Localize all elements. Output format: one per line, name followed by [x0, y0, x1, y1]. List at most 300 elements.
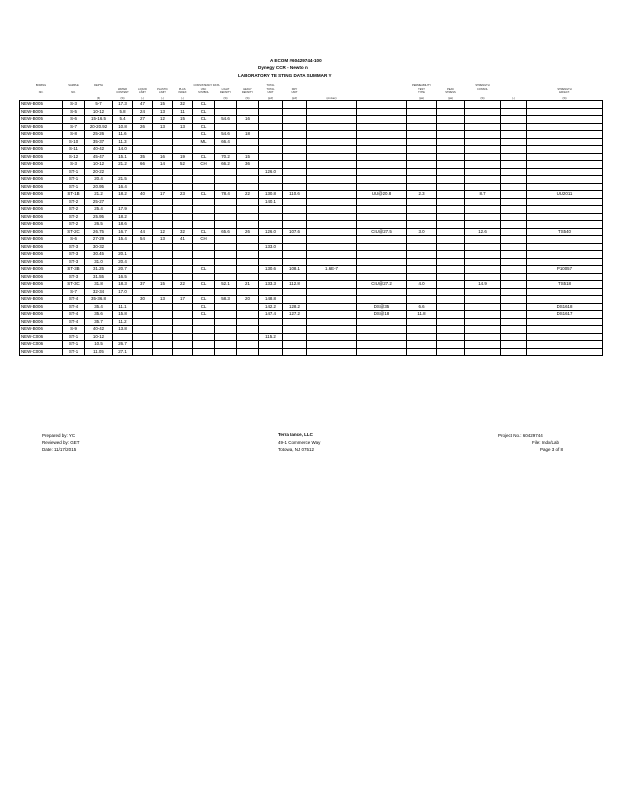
- table-cell: [215, 303, 237, 311]
- table-cell: [527, 273, 603, 281]
- table-cell: [283, 341, 307, 349]
- table-cell: [153, 176, 173, 184]
- table-cell: [133, 318, 153, 326]
- table-cell: [153, 273, 173, 281]
- table-cell: [527, 251, 603, 259]
- table-cell: [501, 341, 527, 349]
- table-cell: [307, 123, 357, 131]
- table-cell: 17.3: [113, 101, 133, 109]
- table-cell: ST-1: [63, 176, 85, 184]
- table-cell: NEW-B006: [20, 206, 63, 214]
- table-cell: [501, 296, 527, 304]
- table-cell: 126.0: [259, 228, 283, 236]
- table-cell: 32: [173, 228, 193, 236]
- table-cell: 41: [173, 236, 193, 244]
- table-cell: [407, 266, 437, 274]
- table-cell: [407, 251, 437, 259]
- table-cell: S-10: [63, 138, 85, 146]
- table-cell: [283, 101, 307, 109]
- table-cell: [437, 296, 465, 304]
- table-cell: NEW-B005: [20, 101, 63, 109]
- table-cell: [407, 296, 437, 304]
- table-cell: [193, 183, 215, 191]
- table-cell: [437, 108, 465, 116]
- table-cell: [527, 296, 603, 304]
- header-cell: STRENGTH: [475, 84, 490, 88]
- table-cell: [283, 176, 307, 184]
- table-cell: CL: [193, 281, 215, 289]
- table-cell: [283, 243, 307, 251]
- table-cell: 35.7: [85, 318, 113, 326]
- table-cell: 127.2: [283, 311, 307, 319]
- table-cell: [153, 258, 173, 266]
- table-cell: UU@20.8: [357, 191, 407, 199]
- table-row: [20, 258, 603, 266]
- table-cell: [193, 243, 215, 251]
- table-cell: [465, 251, 501, 259]
- table-row: [20, 273, 603, 281]
- table-cell: [407, 198, 437, 206]
- table-cell: [407, 273, 437, 281]
- header-cell: (-): [141, 96, 144, 100]
- table-cell: CIU@27.5: [357, 228, 407, 236]
- table-cell: NEW-B006: [20, 161, 63, 169]
- table-cell: [357, 131, 407, 139]
- table-cell: [501, 116, 527, 124]
- table-cell: [501, 258, 527, 266]
- header-cell: TYPE: [418, 91, 425, 95]
- table-cell: 37: [133, 281, 153, 289]
- table-cell: 35: [133, 153, 153, 161]
- table-cell: [501, 243, 527, 251]
- table-cell: [237, 101, 259, 109]
- table-cell: [307, 311, 357, 319]
- table-cell: [237, 311, 259, 319]
- table-cell: 15: [237, 153, 259, 161]
- table-cell: [153, 266, 173, 274]
- table-cell: 16.7: [113, 228, 133, 236]
- table-row: [20, 251, 603, 259]
- table-cell: [215, 341, 237, 349]
- table-cell: [283, 131, 307, 139]
- table-cell: 15: [173, 116, 193, 124]
- table-cell: [465, 348, 501, 356]
- table-cell: [501, 236, 527, 244]
- table-cell: S-7: [63, 123, 85, 131]
- table-cell: [527, 198, 603, 206]
- table-cell: CL: [193, 266, 215, 274]
- table-cell: [437, 258, 465, 266]
- table-cell: [237, 236, 259, 244]
- table-cell: 126.0: [259, 168, 283, 176]
- table-cell: 5.8: [113, 108, 133, 116]
- table-cell: 18.3: [113, 281, 133, 289]
- table-cell: [307, 273, 357, 281]
- table-cell: [501, 213, 527, 221]
- table-cell: 12: [153, 116, 173, 124]
- table-cell: [465, 206, 501, 214]
- project-number: Project No.: 60429744: [498, 433, 543, 438]
- table-cell: [283, 198, 307, 206]
- table-cell: [283, 108, 307, 116]
- table-cell: [501, 146, 527, 154]
- table-cell: [437, 176, 465, 184]
- table-cell: [193, 258, 215, 266]
- table-cell: 36: [237, 161, 259, 169]
- table-cell: [113, 168, 133, 176]
- table-cell: 11.8: [407, 311, 437, 319]
- table-cell: 10.8: [113, 123, 133, 131]
- table-cell: [173, 198, 193, 206]
- table-cell: [113, 198, 133, 206]
- table-cell: [501, 131, 527, 139]
- table-cell: [437, 123, 465, 131]
- table-cell: ST-3C: [63, 281, 85, 289]
- table-cell: 6.6: [407, 303, 437, 311]
- table-cell: [407, 341, 437, 349]
- table-cell: [437, 311, 465, 319]
- table-cell: [283, 288, 307, 296]
- table-body: [20, 84, 603, 356]
- table-cell: 25-27: [85, 198, 113, 206]
- table-cell: [153, 183, 173, 191]
- table-cell: 21.5: [113, 176, 133, 184]
- table-cell: NEW-B006: [20, 258, 63, 266]
- table-cell: [465, 101, 501, 109]
- table-cell: [133, 138, 153, 146]
- table-cell: [259, 341, 283, 349]
- header-cell: (psi): [447, 96, 454, 100]
- table-cell: CL: [193, 311, 215, 319]
- table-cell: [283, 206, 307, 214]
- table-cell: [215, 288, 237, 296]
- table-cell: 66.4: [215, 138, 237, 146]
- table-cell: [259, 161, 283, 169]
- table-cell: CL: [193, 116, 215, 124]
- table-cell: S-5: [63, 108, 85, 116]
- table-cell: [307, 221, 357, 229]
- table-cell: ST-1B: [63, 191, 85, 199]
- table-cell: [527, 183, 603, 191]
- table-cell: [307, 213, 357, 221]
- table-cell: [215, 101, 237, 109]
- table-cell: 4.0: [407, 281, 437, 289]
- table-cell: 11.05: [85, 348, 113, 356]
- table-cell: NEW-B006: [20, 281, 63, 289]
- header-cell: (%): [223, 96, 228, 100]
- table-cell: [215, 123, 237, 131]
- table-cell: [357, 116, 407, 124]
- table-cell: [133, 146, 153, 154]
- table-cell: NEW-C006: [20, 348, 63, 356]
- table-cell: NEW-C006: [20, 333, 63, 341]
- table-cell: [173, 348, 193, 356]
- table-cell: 40-42: [85, 326, 113, 334]
- table-cell: [437, 228, 465, 236]
- table-cell: [193, 198, 215, 206]
- table-cell: 20.1: [113, 251, 133, 259]
- reviewed-by: Reviewed by: GET: [42, 440, 80, 445]
- table-cell: 110.6: [283, 191, 307, 199]
- table-cell: [307, 183, 357, 191]
- table-cell: [237, 348, 259, 356]
- table-cell: ST-3: [63, 258, 85, 266]
- table-cell: [133, 288, 153, 296]
- table-cell: 15: [153, 281, 173, 289]
- table-cell: [259, 176, 283, 184]
- table-cell: ST-4: [63, 311, 85, 319]
- table-cell: [357, 236, 407, 244]
- table-cell: [283, 318, 307, 326]
- table-cell: NEW-B005: [20, 138, 63, 146]
- table-cell: [259, 318, 283, 326]
- table-cell: [307, 228, 357, 236]
- table-cell: [357, 333, 407, 341]
- table-cell: [259, 101, 283, 109]
- header-cell: EFFECT.: [559, 91, 570, 95]
- table-cell: [465, 258, 501, 266]
- table-cell: 47: [133, 101, 153, 109]
- table-cell: [237, 138, 259, 146]
- table-cell: [259, 213, 283, 221]
- table-cell: [237, 198, 259, 206]
- table-cell: NEW-B006: [20, 176, 63, 184]
- table-cell: [527, 348, 603, 356]
- table-cell: 112.8: [283, 281, 307, 289]
- table-cell: [527, 236, 603, 244]
- table-cell: [465, 213, 501, 221]
- header-cell: (%): [562, 96, 567, 100]
- table-cell: [437, 116, 465, 124]
- header-cell: PEAK: [447, 87, 454, 91]
- table-cell: [259, 326, 283, 334]
- table-cell: S-11: [63, 146, 85, 154]
- table-cell: NEW-B006: [20, 318, 63, 326]
- header-cell: (ft): [96, 96, 101, 100]
- table-cell: NEW-B005: [20, 116, 63, 124]
- table-cell: [215, 318, 237, 326]
- table-cell: P10057: [527, 266, 603, 274]
- table-cell: [173, 311, 193, 319]
- table-cell: [283, 348, 307, 356]
- table-cell: 10-12: [85, 333, 113, 341]
- table-cell: [133, 243, 153, 251]
- table-cell: 21: [237, 281, 259, 289]
- table-cell: ST-3: [63, 251, 85, 259]
- table-cell: [283, 168, 307, 176]
- table-cell: [407, 206, 437, 214]
- table-cell: [357, 101, 407, 109]
- table-cell: [237, 266, 259, 274]
- table-cell: [133, 258, 153, 266]
- table-cell: [501, 138, 527, 146]
- table-cell: CL: [193, 108, 215, 116]
- table-cell: 18.2: [113, 213, 133, 221]
- table-cell: [307, 138, 357, 146]
- table-cell: [259, 131, 283, 139]
- table-cell: [193, 326, 215, 334]
- table-cell: [501, 228, 527, 236]
- table-cell: [237, 288, 259, 296]
- table-cell: [501, 221, 527, 229]
- table-cell: [237, 333, 259, 341]
- table-cell: [437, 341, 465, 349]
- table-cell: 27: [133, 116, 153, 124]
- header-cell: (-): [181, 96, 184, 100]
- table-cell: [173, 251, 193, 259]
- table-cell: [237, 108, 259, 116]
- table-cell: [437, 168, 465, 176]
- table-cell: [113, 243, 133, 251]
- table-cell: [357, 138, 407, 146]
- table-cell: 20.7: [113, 266, 133, 274]
- table-row: [20, 131, 603, 139]
- table-cell: [133, 348, 153, 356]
- table-cell: [465, 153, 501, 161]
- table-row: [20, 213, 603, 221]
- table-cell: CL: [193, 303, 215, 311]
- table-row: [20, 116, 603, 124]
- table-cell: [173, 213, 193, 221]
- table-cell: NEW-B005: [20, 153, 63, 161]
- table-cell: [357, 296, 407, 304]
- table-cell: [501, 251, 527, 259]
- table-cell: [407, 258, 437, 266]
- table-cell: NEW-B006: [20, 228, 63, 236]
- table-row: [20, 146, 603, 154]
- table-cell: S-3: [63, 101, 85, 109]
- table-cell: [307, 243, 357, 251]
- table-cell: 13: [153, 296, 173, 304]
- table-cell: [259, 288, 283, 296]
- table-cell: [173, 341, 193, 349]
- table-cell: [465, 311, 501, 319]
- table-cell: S-3: [63, 161, 85, 169]
- table-cell: [501, 153, 527, 161]
- title-line-2: Dynegy CCR - Newto n: [258, 65, 308, 70]
- table-cell: [193, 341, 215, 349]
- table-cell: 20: [237, 296, 259, 304]
- table-cell: [307, 251, 357, 259]
- table-cell: 128.2: [283, 303, 307, 311]
- table-cell: [357, 183, 407, 191]
- header-cell: PLAS.: [178, 87, 187, 91]
- table-cell: CIU@27.2: [357, 281, 407, 289]
- table-cell: [215, 311, 237, 319]
- table-cell: [501, 101, 527, 109]
- table-row: [20, 333, 603, 341]
- table-cell: 45-47: [85, 153, 113, 161]
- table-cell: [307, 303, 357, 311]
- table-cell: NEW-B006: [20, 311, 63, 319]
- header-cell: (%): [480, 96, 485, 100]
- table-cell: CL: [193, 296, 215, 304]
- header-cell: DENSITY: [241, 91, 254, 95]
- table-cell: [259, 273, 283, 281]
- table-cell: CL: [193, 101, 215, 109]
- table-cell: [465, 116, 501, 124]
- table-cell: [357, 153, 407, 161]
- table-cell: [437, 266, 465, 274]
- header-cell: CONTENT: [116, 91, 129, 95]
- table-cell: [237, 206, 259, 214]
- table-cell: [501, 168, 527, 176]
- header-cell: STRENGTH: [557, 87, 572, 91]
- table-cell: [357, 273, 407, 281]
- table-cell: NEW-B005: [20, 123, 63, 131]
- table-cell: S-7: [63, 288, 85, 296]
- table-cell: [407, 146, 437, 154]
- table-cell: [501, 288, 527, 296]
- table-cell: [215, 236, 237, 244]
- table-cell: [437, 348, 465, 356]
- table-cell: [465, 288, 501, 296]
- table-cell: [193, 333, 215, 341]
- table-cell: [357, 168, 407, 176]
- table-cell: [307, 296, 357, 304]
- table-cell: [527, 123, 603, 131]
- table-cell: [465, 138, 501, 146]
- table-cell: DS@18: [357, 311, 407, 319]
- table-cell: [153, 333, 173, 341]
- table-cell: [307, 326, 357, 334]
- company-name: Terra Iance, LLC: [278, 432, 313, 437]
- table-cell: [173, 326, 193, 334]
- table-cell: 31.25: [85, 266, 113, 274]
- header-cell: (-): [512, 96, 515, 100]
- table-cell: [465, 296, 501, 304]
- table-cell: ST-2: [63, 198, 85, 206]
- table-cell: 147.4: [259, 311, 283, 319]
- header-cell: (%): [245, 96, 250, 100]
- table-cell: 11: [173, 108, 193, 116]
- table-cell: [283, 251, 307, 259]
- table-row: [20, 206, 603, 214]
- table-cell: CL: [193, 228, 215, 236]
- table-cell: [357, 348, 407, 356]
- table-cell: [465, 168, 501, 176]
- table-cell: [407, 183, 437, 191]
- table-row: [20, 108, 603, 116]
- table-cell: [527, 318, 603, 326]
- table-row: [20, 296, 603, 304]
- table-cell: [527, 176, 603, 184]
- table-cell: NEW-B006: [20, 296, 63, 304]
- header-cell: TOTAL: [266, 84, 275, 88]
- file-name: File: Indx/Lab: [532, 440, 560, 445]
- table-cell: [527, 206, 603, 214]
- table-cell: [527, 108, 603, 116]
- table-cell: 14.0: [113, 146, 133, 154]
- table-cell: 16: [237, 116, 259, 124]
- table-cell: [215, 273, 237, 281]
- lab-data-table: [19, 84, 603, 356]
- table-cell: ST-1: [63, 348, 85, 356]
- table-cell: [237, 146, 259, 154]
- table-row: [20, 168, 603, 176]
- table-cell: 14.9: [465, 281, 501, 289]
- table-cell: [307, 333, 357, 341]
- table-cell: [407, 153, 437, 161]
- table-cell: [283, 258, 307, 266]
- table-cell: [527, 326, 603, 334]
- table-cell: [283, 146, 307, 154]
- table-cell: [215, 146, 237, 154]
- table-cell: [237, 273, 259, 281]
- table-cell: [283, 296, 307, 304]
- table-cell: [215, 243, 237, 251]
- table-row: [20, 326, 603, 334]
